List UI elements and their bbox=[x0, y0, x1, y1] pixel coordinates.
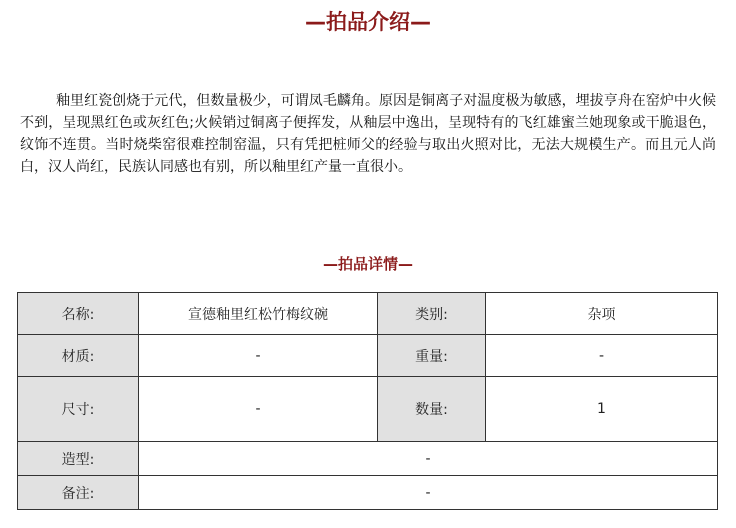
intro-paragraph: 釉里红瓷创烧于元代，但数量极少，可谓凤毛麟角。原因是铜离子对温度极为敏感，埋拔亨舟在窑炉中火候不到，呈现黑红色或灰红色;火候销过铜离子便挥发，从釉层中逸出，呈现特有的飞红雄蜜兰她现象或干脆退色，纹饰不连贯。当时烧柴窑很难控制窑温，只有凭把桩师父的经验与取出火照对比，无法大规模生产。而且元人尚白，汉人尚红，民族认同感也有别，所以釉里红产量一直很小。 bbox=[20, 93, 716, 175]
table-row bbox=[18, 377, 718, 442]
remarks-value: - bbox=[139, 476, 718, 510]
details-table bbox=[17, 292, 718, 510]
size-value: - bbox=[139, 377, 378, 442]
quantity-value: 1 bbox=[486, 377, 718, 442]
shape-label: 造型: bbox=[18, 442, 139, 476]
intro-section-title: —拍品介绍— bbox=[305, 10, 431, 34]
name-value: 宣德釉里红松竹梅纹碗 bbox=[139, 293, 378, 335]
category-value: 杂项 bbox=[486, 293, 718, 335]
weight-label: 重量: bbox=[378, 335, 486, 377]
category-label: 类别: bbox=[378, 293, 486, 335]
material-value: - bbox=[139, 335, 378, 377]
weight-value: - bbox=[486, 335, 718, 377]
remarks-label: 备注: bbox=[18, 476, 139, 510]
size-label: 尺寸: bbox=[18, 377, 139, 442]
shape-value: - bbox=[139, 442, 718, 476]
quantity-label: 数量: bbox=[378, 377, 486, 442]
table-row bbox=[18, 476, 718, 510]
details-section-title: —拍品详情— bbox=[322, 255, 413, 273]
table-row bbox=[18, 335, 718, 377]
name-label: 名称: bbox=[18, 293, 139, 335]
table-row bbox=[18, 293, 718, 335]
material-label: 材质: bbox=[18, 335, 139, 377]
table-row bbox=[18, 442, 718, 476]
